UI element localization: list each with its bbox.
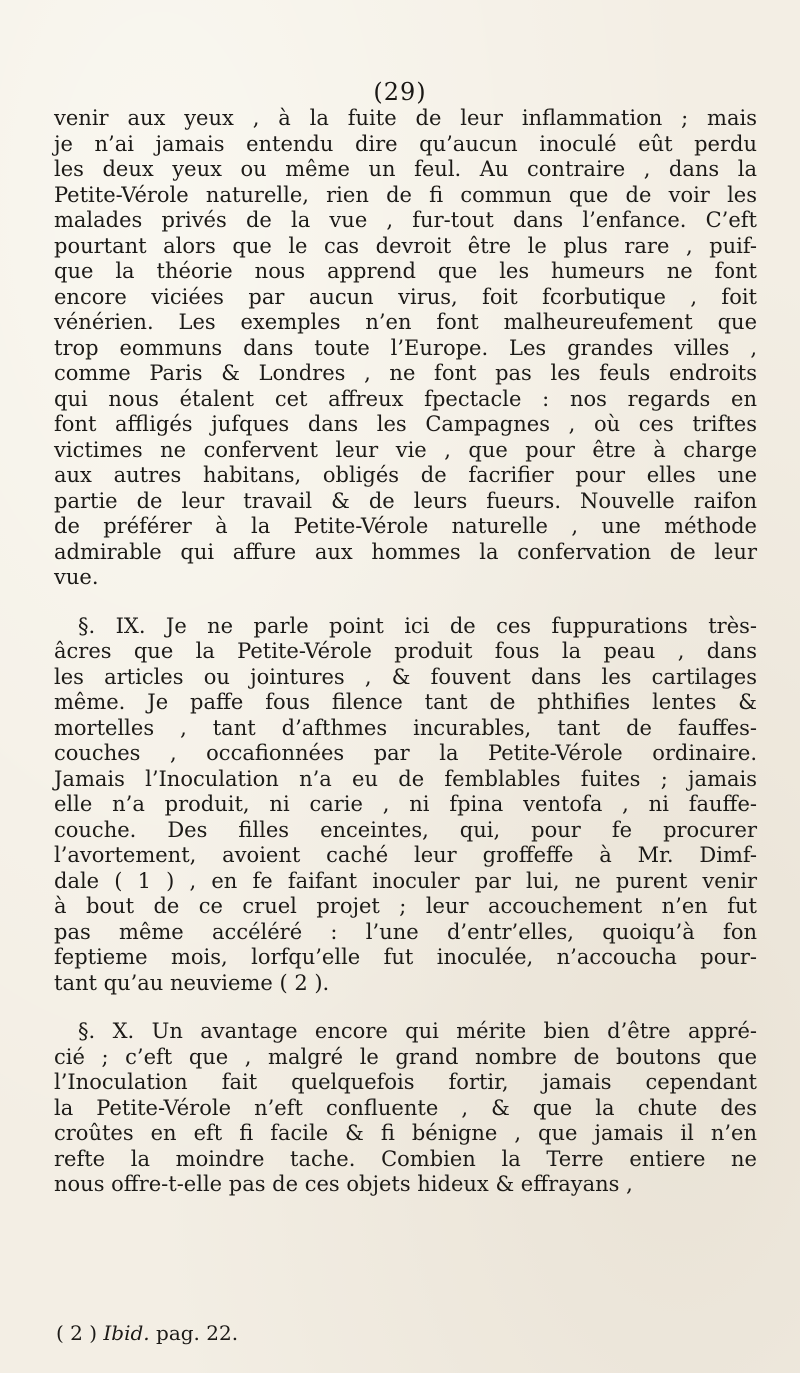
text-line: les deux yeux ou même un feul. Au contraire , dans la	[54, 157, 757, 181]
text-line: font affligés jufques dans les Campagnes , où ces triftes	[54, 412, 757, 436]
text-line: pourtant alors que le cas devroit être le plus rare , puif-	[54, 233, 757, 258]
paragraph-gap	[54, 591, 757, 614]
text-line: nous offre-t-elle pas de ces objets hideux & effrayans ,	[54, 1172, 633, 1196]
text-line: venir aux yeux , à la fuite de leur inflammation ; mais	[54, 106, 757, 130]
text-line: mortelles , tant d’afthmes incurables, tant de fauffes-	[54, 715, 757, 740]
text-line: l’avortement, avoient caché leur groffeffe à Mr. Dimf-	[54, 843, 757, 867]
text-line: trop eommuns dans toute l’Europe. Les grandes villes ,	[54, 335, 757, 360]
text-line: admirable qui affure aux hommes la confervation de leur	[54, 539, 757, 564]
text-line: encore viciées par aucun virus, foit fcorbutique , foit	[54, 284, 757, 309]
text-line: Jamais l’Inoculation n’a eu de femblables fuites ; jamais	[54, 766, 757, 791]
text-line: §. IX. Je ne parle point ici de ces fuppurations très-	[78, 613, 757, 638]
text-line: elle n’a produit, ni carie , ni fpina ventofa , ni fauffe-	[54, 792, 757, 816]
text-line: âcres que la Petite-Vérole produit fous la peau , dans	[54, 639, 757, 663]
text-line: malades privés de la vue , fur-tout dans l’enfance. C’eft	[54, 208, 757, 232]
text-line: aux autres habitans, obligés de facrifier pour elles une	[54, 463, 757, 487]
text-line: croûtes en eft fi facile & fi bénigne , que jamais il n’en	[54, 1121, 757, 1145]
text-line: comme Paris & Londres , ne font pas les feuls endroits	[54, 361, 757, 385]
footnote-page: pag. 22.	[156, 1321, 239, 1345]
text-line: l’Inoculation fait quelquefois fortir, jamais cependant	[54, 1070, 757, 1094]
text-line: tant qu’au neuvieme ( 2 ).	[54, 970, 330, 995]
text-line: feptieme mois, lorfqu’elle fut inoculée, n’accoucha pour-	[54, 945, 757, 969]
text-line: cié ; c’eft que , malgré le grand nombre de boutons que	[54, 1044, 757, 1069]
page-number: (29)	[373, 78, 427, 106]
paragraph-1	[54, 106, 757, 591]
text-line: victimes ne confervent leur vie , que pour être à charge	[54, 437, 757, 462]
text-line: §. X. Un avantage encore qui mérite bien d’être appré-	[78, 1019, 757, 1043]
text-line: à bout de ce cruel projet ; leur accouchement n’en fut	[54, 894, 757, 918]
text-line: couches , occafionnées par la Petite-Vérole ordinaire.	[54, 741, 757, 765]
text-line: que la théorie nous apprend que les humeurs ne font	[54, 259, 757, 283]
paragraph-2-section-ix	[54, 614, 757, 997]
text-line: vénérien. Les exemples n’en font malheureufement que	[54, 310, 757, 334]
text-line: refte la moindre tache. Combien la Terre entiere ne	[54, 1146, 757, 1171]
paragraph-3-section-x	[54, 1019, 757, 1198]
text-line: je n’ai jamais entendu dire qu’aucun inoculé eût perdu	[54, 131, 757, 156]
footnote	[56, 1321, 238, 1345]
text-line: de préférer à la Petite-Vérole naturelle , une méthode	[54, 514, 757, 538]
footnote-ref: Ibid.	[103, 1321, 150, 1345]
text-line: pas même accéléré : l’une d’entr’elles, quoiqu’à fon	[54, 919, 757, 944]
footnote-marker: ( 2 )	[56, 1321, 98, 1345]
text-line: même. Je paffe fous filence tant de phthifies lentes &	[54, 690, 757, 714]
text-line: couche. Des filles enceintes, qui, pour fe procurer	[54, 817, 757, 842]
text-line: Petite-Vérole naturelle, rien de fi commun que de voir les	[54, 182, 757, 207]
paragraph-gap	[54, 996, 757, 1019]
text-line: dale ( 1 ) , en fe faifant inoculer par lui, ne purent venir	[54, 868, 757, 893]
text-line: partie de leur travail & de leurs fueurs. Nouvelle raifon	[54, 488, 757, 513]
body-text	[54, 106, 757, 1198]
text-line: les articles ou jointures , & fouvent dans les cartilages	[54, 664, 757, 689]
text-line: qui nous étalent cet affreux fpectacle : nos regards en	[54, 386, 757, 411]
text-line: vue.	[54, 565, 99, 589]
text-line: la Petite-Vérole n’eft confluente , & que la chute des	[54, 1095, 757, 1120]
